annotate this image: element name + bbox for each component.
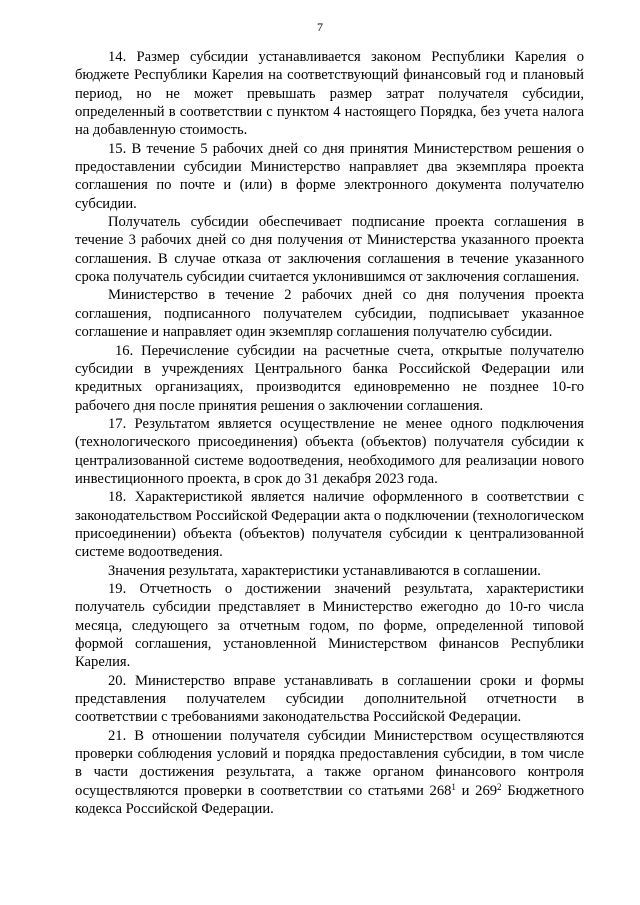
paragraph-15: 15. В течение 5 рабочих дней со дня принятия Министерством решения о предоставлении субсидии Министерство направляет два экземпляра проекта соглашения по почте и (или) в форме электронного документа получателю субсидии. [75,140,584,212]
paragraph-17: 17. Результатом является осуществление не менее одного подключения (технологического присоединения) объекта (объектов) получателя субсидии к централизованной системе водоотведения, необходимого для реализации нового инвестиционного проекта, в срок до 31 декабря 2023 года. [75,415,584,487]
footnote-marker-1: 1 [451,781,456,792]
footnote-marker-2: 2 [497,781,502,792]
paragraph-18: 18. Характеристикой является наличие оформленного в соответствии с законодательством Российской Федерации акта о подключении (технологическом присоединении) объекта (объектов) получателя субсидии к централизованной системе водоотведения. [75,489,584,561]
paragraph-15-ministry: Министерство в течение 2 рабочих дней со дня получения проекта соглашения, подписанного получателем субсидии, подписывает указанное соглашение и направляет один экземпляр соглашения получателю субсидии. [75,287,584,341]
paragraph-16: 16. Перечисление субсидии на расчетные счета, открытые получателю субсидии в учреждениях Центрального банка Российской Федерации или кредитных организациях, производится единовременно не позднее 10-го рабочего дня после принятия решения о заключении соглашения. [75,342,584,414]
paragraph-21-text-after: Бюджетного кодекса Российской Федерации. [75,782,584,818]
paragraph-20: 20. Министерство вправе устанавливать в соглашении сроки и формы представления получателем субсидии дополнительной отчетности в соответствии с требованиями законодательства Российской Федерации. [75,672,584,726]
page-number: 7 [317,20,323,34]
document-body [75,48,584,818]
paragraph-21-text-before: 21. В отношении получателя субсидии Министерством осуществляются проверки соблюдения условий и порядка предоставления субсидии, в том числе в части достижения результата, а также органом финансового контроля осуществляются проверки в соответствии со статьями 268 [75,727,584,799]
paragraph-15-signing: Получатель субсидии обеспечивает подписание проекта соглашения в течение 3 рабочих дней со дня получения от Министерства указанного проекта соглашения. В случае отказа от заключения соглашения в течение указанного срока получатель субсидии считается уклонившимся от заключения соглашения. [75,214,584,286]
paragraph-19: 19. Отчетность о достижении значений результата, характеристики получатель субсидии представляет в Министерство ежегодно до 10-го числа месяца, следующего за отчетным годом, по форме, определенной типовой формой соглашения, установленной Министерством финансов Республики Карелия. [75,580,584,671]
paragraph-14: 14. Размер субсидии устанавливается законом Республики Карелия о бюджете Республики Карелия на соответствующий финансовый год и плановый период, но не может превышать размер затрат получателя субсидии, определенный в соответствии с пунктом 4 настоящего Порядка, без учета налога на добавленную стоимость. [75,49,584,139]
paragraph-21-text-mid: и 269 [455,782,498,799]
paragraph-18-values: Значения результата, характеристики устанавливаются в соглашении. [108,562,541,579]
paragraph-21 [75,727,584,819]
